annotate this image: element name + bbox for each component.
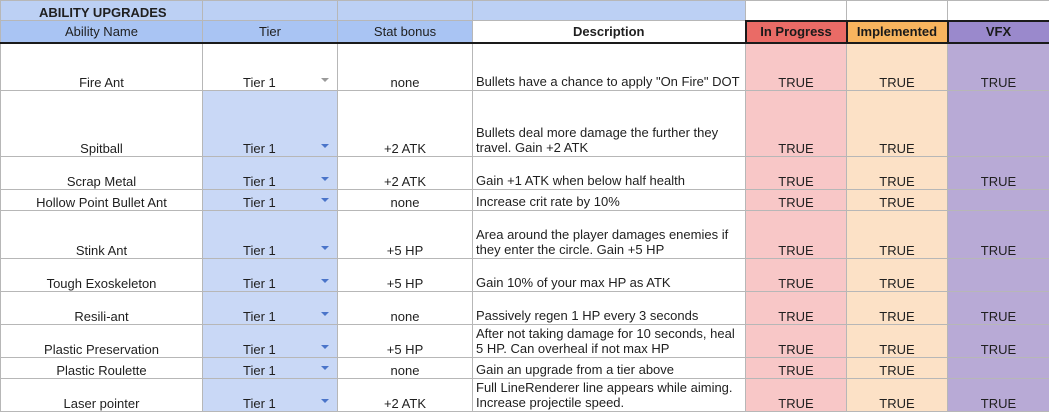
vfx-cell[interactable]: TRUE — [948, 379, 1049, 412]
vfx-cell[interactable]: TRUE — [948, 157, 1049, 190]
description-cell[interactable]: Gain +1 ATK when below half health — [473, 157, 746, 190]
vfx-cell[interactable]: TRUE — [948, 325, 1049, 358]
in-progress-cell[interactable]: TRUE — [746, 379, 847, 412]
implemented-cell[interactable]: TRUE — [847, 325, 948, 358]
vfx-cell[interactable]: TRUE — [948, 211, 1049, 259]
dropdown-arrow-icon[interactable] — [321, 399, 329, 403]
vfx-cell[interactable]: TRUE — [948, 292, 1049, 325]
stat-bonus-cell[interactable]: none — [338, 292, 473, 325]
stat-bonus-cell[interactable]: +2 ATK — [338, 91, 473, 157]
tier-dropdown-cell[interactable] — [203, 325, 338, 358]
ability-name-cell[interactable]: Resili-ant — [1, 292, 203, 325]
table-row — [1, 190, 1049, 211]
table-row — [1, 358, 1049, 379]
tier-value: Tier 1 — [243, 396, 276, 411]
tier-value: Tier 1 — [243, 174, 276, 189]
dropdown-arrow-icon[interactable] — [321, 366, 329, 370]
in-progress-cell[interactable]: TRUE — [746, 211, 847, 259]
dropdown-arrow-icon[interactable] — [321, 279, 329, 283]
dropdown-arrow-icon[interactable] — [321, 144, 329, 148]
implemented-cell[interactable]: TRUE — [847, 259, 948, 292]
tier-dropdown-cell[interactable] — [203, 91, 338, 157]
ability-name-cell[interactable]: Scrap Metal — [1, 157, 203, 190]
dropdown-arrow-icon[interactable] — [321, 345, 329, 349]
vfx-cell[interactable] — [948, 259, 1049, 292]
tier-dropdown-cell[interactable] — [203, 259, 338, 292]
stat-bonus-cell[interactable]: +5 HP — [338, 211, 473, 259]
stat-bonus-cell[interactable]: none — [338, 190, 473, 211]
header-vfx[interactable]: VFX — [948, 21, 1049, 43]
header-row — [1, 21, 1049, 43]
description-cell[interactable]: Increase crit rate by 10% — [473, 190, 746, 211]
ability-name-cell[interactable]: Plastic Roulette — [1, 358, 203, 379]
table-body — [1, 43, 1049, 412]
header-ability-name[interactable]: Ability Name — [1, 21, 203, 43]
title-row — [1, 1, 1049, 21]
description-cell[interactable]: Bullets deal more damage the further they travel. Gain +2 ATK — [473, 91, 746, 157]
header-implemented[interactable]: Implemented — [847, 21, 948, 43]
header-tier[interactable]: Tier — [203, 21, 338, 43]
implemented-cell[interactable]: TRUE — [847, 358, 948, 379]
empty-cell[interactable] — [847, 1, 948, 21]
tier-value: Tier 1 — [243, 276, 276, 291]
in-progress-cell[interactable]: TRUE — [746, 157, 847, 190]
in-progress-cell[interactable]: TRUE — [746, 325, 847, 358]
header-in-progress[interactable]: In Progress — [746, 21, 847, 43]
description-cell[interactable]: Gain an upgrade from a tier above — [473, 358, 746, 379]
header-description[interactable]: Description — [473, 21, 746, 43]
tier-value: Tier 1 — [243, 75, 276, 90]
description-cell[interactable]: Bullets have a chance to apply "On Fire" DOT — [473, 43, 746, 91]
dropdown-arrow-icon[interactable] — [321, 177, 329, 181]
ability-name-cell[interactable]: Tough Exoskeleton — [1, 259, 203, 292]
sheet-title[interactable]: ABILITY UPGRADES — [1, 1, 203, 21]
tier-dropdown-cell[interactable] — [203, 211, 338, 259]
description-cell[interactable]: After not taking damage for 10 seconds, heal 5 HP. Can overheal if not max HP — [473, 325, 746, 358]
table-row — [1, 157, 1049, 190]
tier-value: Tier 1 — [243, 195, 276, 210]
tier-value: Tier 1 — [243, 243, 276, 258]
implemented-cell[interactable]: TRUE — [847, 211, 948, 259]
in-progress-cell[interactable]: TRUE — [746, 259, 847, 292]
stat-bonus-cell[interactable]: +5 HP — [338, 325, 473, 358]
vfx-cell[interactable] — [948, 358, 1049, 379]
dropdown-arrow-icon[interactable] — [321, 198, 329, 202]
tier-dropdown-cell[interactable] — [203, 157, 338, 190]
empty-cell[interactable] — [473, 1, 746, 21]
tier-value: Tier 1 — [243, 309, 276, 324]
ability-name-cell[interactable]: Plastic Preservation — [1, 325, 203, 358]
table-row — [1, 325, 1049, 358]
stat-bonus-cell[interactable]: +5 HP — [338, 259, 473, 292]
in-progress-cell[interactable]: TRUE — [746, 292, 847, 325]
in-progress-cell[interactable]: TRUE — [746, 190, 847, 211]
stat-bonus-cell[interactable]: none — [338, 43, 473, 91]
description-cell[interactable]: Passively regen 1 HP every 3 seconds — [473, 292, 746, 325]
table-row — [1, 43, 1049, 91]
tier-value: Tier 1 — [243, 141, 276, 156]
tier-dropdown-cell[interactable] — [203, 190, 338, 211]
ability-name-cell[interactable]: Fire Ant — [1, 43, 203, 91]
description-cell[interactable]: Area around the player damages enemies if they enter the circle. Gain +5 HP — [473, 211, 746, 259]
dropdown-arrow-icon[interactable] — [321, 246, 329, 250]
tier-value: Tier 1 — [243, 363, 276, 378]
implemented-cell[interactable]: TRUE — [847, 157, 948, 190]
tier-value: Tier 1 — [243, 342, 276, 357]
in-progress-cell[interactable]: TRUE — [746, 91, 847, 157]
tier-dropdown-cell[interactable] — [203, 379, 338, 412]
tier-dropdown-cell[interactable] — [203, 43, 338, 91]
vfx-cell[interactable] — [948, 91, 1049, 157]
tier-dropdown-cell[interactable] — [203, 358, 338, 379]
tier-dropdown-cell[interactable] — [203, 292, 338, 325]
implemented-cell[interactable]: TRUE — [847, 91, 948, 157]
description-cell[interactable]: Gain 10% of your max HP as ATK — [473, 259, 746, 292]
vfx-cell[interactable] — [948, 190, 1049, 211]
stat-bonus-cell[interactable]: none — [338, 358, 473, 379]
ability-name-cell[interactable]: Laser pointer — [1, 379, 203, 412]
ability-name-cell[interactable]: Stink Ant — [1, 211, 203, 259]
in-progress-cell[interactable]: TRUE — [746, 358, 847, 379]
dropdown-arrow-icon[interactable] — [321, 78, 329, 82]
empty-cell[interactable] — [948, 1, 1049, 21]
vfx-cell[interactable]: TRUE — [948, 43, 1049, 91]
implemented-cell[interactable]: TRUE — [847, 379, 948, 412]
stat-bonus-cell[interactable]: +2 ATK — [338, 379, 473, 412]
empty-cell[interactable] — [338, 1, 473, 21]
table-row — [1, 379, 1049, 412]
implemented-cell[interactable]: TRUE — [847, 43, 948, 91]
implemented-cell[interactable]: TRUE — [847, 190, 948, 211]
table-row — [1, 91, 1049, 157]
description-cell[interactable]: Full LineRenderer line appears while aiming. Increase projectile speed. — [473, 379, 746, 412]
dropdown-arrow-icon[interactable] — [321, 312, 329, 316]
ability-name-cell[interactable]: Spitball — [1, 91, 203, 157]
implemented-cell[interactable]: TRUE — [847, 292, 948, 325]
empty-cell[interactable] — [746, 1, 847, 21]
in-progress-cell[interactable]: TRUE — [746, 43, 847, 91]
stat-bonus-cell[interactable]: +2 ATK — [338, 157, 473, 190]
table-row — [1, 211, 1049, 259]
table-row — [1, 259, 1049, 292]
table-row — [1, 292, 1049, 325]
ability-name-cell[interactable]: Hollow Point Bullet Ant — [1, 190, 203, 211]
empty-cell[interactable] — [203, 1, 338, 21]
header-stat-bonus[interactable]: Stat bonus — [338, 21, 473, 43]
